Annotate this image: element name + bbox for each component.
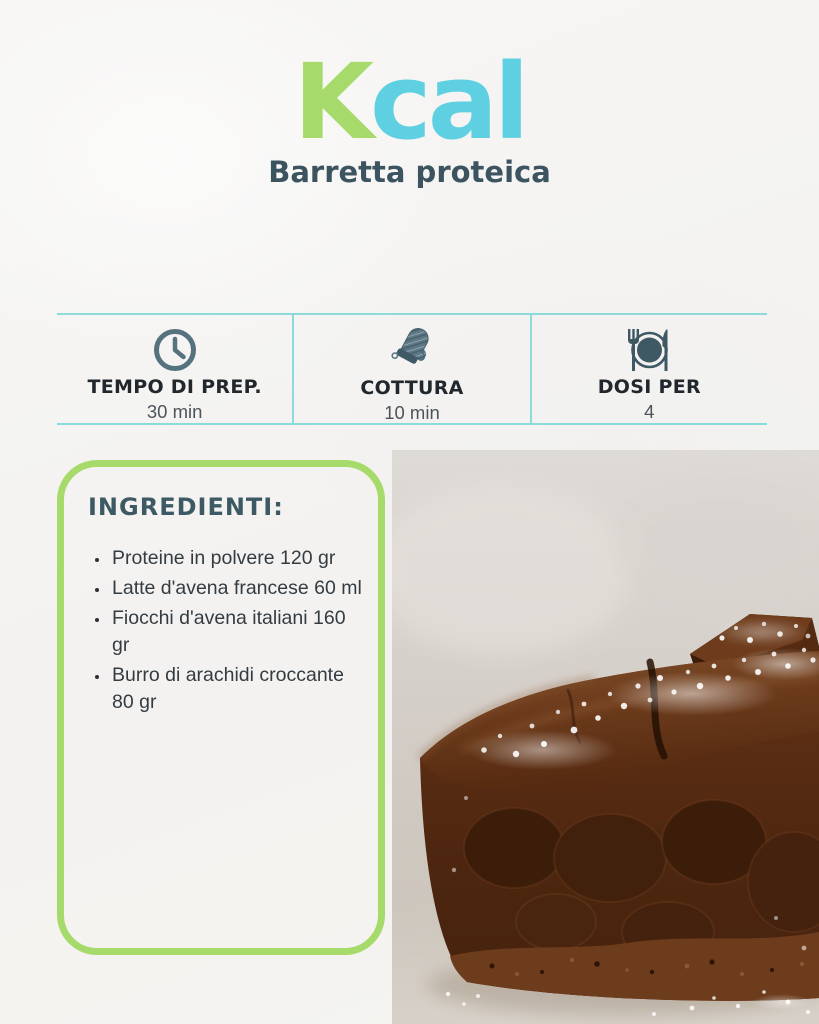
info-cell-prep-time — [57, 315, 292, 423]
brownie-photo — [392, 450, 819, 1024]
ingredient-item: • Latte d'avena francese 60 ml — [110, 575, 368, 602]
logo — [0, 41, 819, 163]
info-bar — [57, 313, 767, 425]
info-cell-cook-time — [292, 315, 529, 423]
info-value: 4 — [644, 401, 655, 422]
ingredients-list — [64, 545, 378, 715]
ingredients-box — [57, 460, 385, 955]
logo-part-k: K — [293, 41, 371, 163]
clock-icon — [151, 325, 199, 374]
oven-mitt-icon — [387, 325, 437, 375]
info-label: COTTURA — [360, 377, 464, 399]
recipe-title: Barretta proteica — [268, 155, 551, 190]
ingredient-item: • Proteine in polvere 120 gr — [110, 545, 368, 572]
header — [0, 41, 819, 190]
ingredient-item: • Fiocchi d'avena italiani 160 gr — [110, 605, 368, 659]
info-value: 30 min — [146, 401, 203, 422]
ingredient-item: • Burro di arachidi croccante 80 gr — [110, 662, 368, 716]
logo-part-cal: cal — [370, 41, 526, 163]
plate-cutlery-icon — [620, 325, 678, 374]
info-label: TEMPO DI PREP. — [87, 376, 262, 398]
info-label: DOSI PER — [597, 376, 701, 398]
info-value: 10 min — [384, 402, 440, 423]
info-cell-servings — [530, 315, 767, 423]
ingredients-title: INGREDIENTI: — [88, 493, 284, 521]
